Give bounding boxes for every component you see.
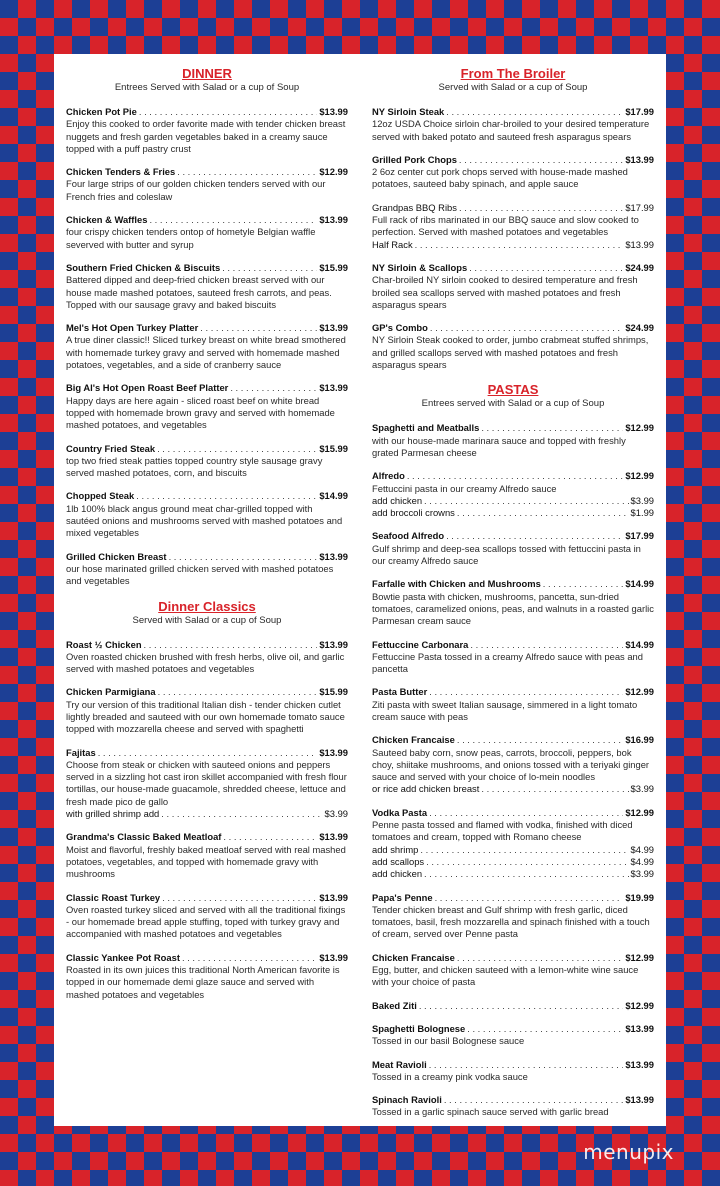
item-description: Roasted in its own juices this traditional North American favorite is topped in our homemade demi glaze sauce and served with mashed potatoes and vegetables [66,964,340,1000]
item-name: Farfalle with Chicken and Mushrooms [372,578,541,590]
menu-item-spaghetti-and-meatballs [372,422,654,459]
menu-item-grilled-chicken-breast [66,551,348,588]
menu-item-header [66,952,348,964]
item-price: $24.99 [625,261,654,273]
dot-leader [157,443,317,455]
item-name: Alfredo [372,470,405,482]
menu-item-header [66,262,348,274]
item-name: Country Fried Steak [66,442,156,454]
dot-leader [158,686,318,698]
item-name: Spaghetti Bolognese [372,1022,466,1034]
item-price: $4.99 [630,855,654,867]
item-price: $12.99 [625,999,654,1011]
menu-item-gp-s-combo [372,322,654,371]
dot-leader [182,952,317,964]
item-price: $13.99 [625,1022,654,1034]
menu-item-ny-sirloin-steak [372,106,654,143]
item-name: Pasta Butter [372,686,428,698]
dot-leader [230,382,317,394]
item-name: Spinach Ravioli [372,1094,442,1106]
item-description: Gulf shrimp and deep-sea scallops tossed with fettuccini pasta in our creamy Alfredo sauce [372,542,641,567]
dot-leader [429,807,623,819]
menu-item-header [66,686,348,698]
item-name: add broccoli crowns [372,507,455,519]
menu-item-baked-ziti [372,1000,654,1012]
menu-item-header [66,639,348,651]
item-name: Chicken & Waffles [66,214,148,226]
item-name: Fettuccine Carbonara [372,638,469,650]
menu-item-header [66,490,348,502]
dot-leader [424,495,628,507]
menu-item-chicken-parmigiana [66,686,348,735]
item-name: Papa's Penne [372,891,433,903]
item-price: $17.99 [625,201,654,213]
menu-item-header [372,202,654,214]
item-price: $13.99 [319,214,348,226]
right-column [372,66,654,1130]
menu-item-chicken-pot-pie [66,106,348,155]
item-description: NY Sirloin Steak cooked to order, jumbo crabmeat stuffed shrimps, and grilled scallops served with mashed potatoes and fresh asparagus spears [372,334,649,371]
menupix-watermark: menupix [583,1140,674,1164]
menu-item-header [372,639,654,651]
item-name: Classic Roast Turkey [66,891,161,903]
item-price: $12.99 [625,806,654,818]
menu-item-header [372,952,654,964]
item-name: Chicken Parmigiana [66,686,156,698]
section-title-dinner-classics: Dinner Classics [158,598,256,614]
menu-item-farfalle-with-chicken-and-mushrooms [372,578,654,627]
item-description: Enjoy this cooked to order favorite made with tender chicken breast nuggets and fresh garden vegetables baked in a creamy sauce topped with a puff pastry crust [66,118,346,154]
menu-item-addon [372,844,654,856]
item-price: $4.99 [630,843,654,855]
item-description: Fettuccine Pasta tossed in a creamy Alfredo sauce with peas and pancetta [372,650,643,675]
dot-leader [419,1000,624,1012]
item-description: Tender chicken breast and Gulf shrimp with fresh garlic, diced tomatoes, basil, fresh mozzarella and spinach finished with a touch of cream, served over Penne pasta [372,903,650,940]
item-price: $15.99 [319,261,348,273]
section-subtitle: Served with Salad or a cup of Soup [438,82,588,93]
menu-item-header [372,1059,654,1071]
menu-item-header [372,422,654,434]
item-price: $19.99 [625,891,654,903]
item-price: $13.99 [319,322,348,334]
menu-item-ny-sirloin-scallops [372,262,654,311]
item-name: Seafood Alfredo [372,530,445,542]
dot-leader [169,551,318,563]
dot-leader [459,154,623,166]
item-description: Oven roasted turkey sliced and served with all the traditional fixings - our homemade bread apple stuffing, toped with turkey gravy and accompanied with mashed potatoes and vegetables [66,903,346,940]
item-description: Happy days are here again - sliced roast beef on white bread topped with homemade brown gravy and served with homemade mashed potatoes, and vegetables [66,394,335,431]
item-name: add scallops [372,855,425,867]
item-name: Grandpas BBQ Ribs [372,201,457,213]
dot-leader [222,262,317,274]
item-price: $3.99 [630,494,654,506]
item-name: Southern Fried Chicken & Biscuits [66,261,221,273]
dot-leader [444,1094,624,1106]
item-price: $13.99 [625,238,654,250]
menu-item-header [66,214,348,226]
menu-item-header [66,443,348,455]
dot-leader [543,578,624,590]
item-description: our hose marinated grilled chicken served with mashed potatoes and vegetables [66,562,334,587]
menu-item-mel-s-hot-open-turkey-platter [66,322,348,371]
item-price: $13.99 [319,746,348,758]
menu-item-header [66,551,348,563]
menu-item-header [66,106,348,118]
dot-leader [162,892,317,904]
item-name: Chicken Pot Pie [66,106,137,117]
menu-item-header [66,892,348,904]
dot-leader [429,1059,624,1071]
dot-leader [457,734,623,746]
menu-item-alfredo [372,470,654,519]
section-title-dinner: DINNER [182,66,232,81]
menu-item-header [372,530,654,542]
item-description: Egg, butter, and chicken sauteed with a lemon-white wine sauce with your choice of pasta [372,964,639,988]
item-name: Grandma's Classic Baked Meatloaf [66,831,222,843]
menu-item-roast-chicken [66,639,348,676]
menu-item-addon [372,495,654,507]
item-price: $14.99 [625,638,654,650]
dot-leader [415,239,624,251]
item-description: Fettuccini pasta in our creamy Alfredo sauce [372,482,557,494]
dot-leader [457,507,629,519]
menu-item-grilled-pork-chops [372,154,654,191]
item-price: $12.99 [625,470,654,482]
menu-item-vodka-pasta [372,807,654,881]
item-description: Char-broiled NY sirloin cooked to desired temperature and fresh broiled sea scallops served with mashed potatoes and fresh asparagus spears [372,274,638,310]
dot-leader [144,639,318,651]
dot-leader [470,639,623,651]
dot-leader [177,166,317,178]
menu-item-big-al-s-hot-open-roast-beef-platter [66,382,348,431]
item-description: four crispy chicken tenders ontop of hometyle Belgian waffle severved with butter and syrup [66,226,316,250]
item-description: A true diner classic!! Sliced turkey breast on white bread smothered with homemade turkey gravy and served with homemade mashed potatoes, vegetables, and a side of cranberry sauce [66,334,346,371]
menu-item-addon [372,783,654,795]
item-description: with our house-made marinara sauce and topped with freshly grated Parmesan cheese [372,434,626,458]
menu-item-addon [66,808,348,820]
menu-item-grandma-s-classic-baked-meatloaf [66,831,348,880]
menu-item-chicken-francaise [372,952,654,989]
item-name: Meat Ravioli [372,1058,427,1070]
item-description: Four large strips of our golden chicken tenders served with our French fries and coleslaw [66,178,326,202]
menu-item-grandpas-bbq-ribs [372,202,654,251]
dot-leader [149,214,317,226]
menu-item-southern-fried-chicken-biscuits [66,262,348,311]
item-price: $12.99 [625,422,654,434]
menu-item-papa-s-penne [372,892,654,941]
item-price: $13.99 [319,891,348,903]
item-name: Roast ½ Chicken [66,638,142,650]
dot-leader [446,106,623,118]
dot-leader [424,868,628,880]
item-price: $17.99 [625,106,654,117]
item-name: Fajitas [66,746,96,758]
menu-item-pasta-butter [372,686,654,723]
item-price: $13.99 [319,638,348,650]
item-name: GP's Combo [372,322,428,334]
item-name: Spaghetti and Meatballs [372,422,480,434]
item-price: $1.99 [630,507,654,519]
item-description: Sauteed baby corn, snow peas, carrots, broccoli, peppers, bok choy, shiitake mushrooms, and onions tossed with a teriyaki ginger sauce and served with your choice of lo-mein noodles [372,746,650,783]
item-name: Big Al's Hot Open Roast Beef Platter [66,382,229,394]
item-price: $13.99 [319,106,348,117]
menu-item-addon [372,868,654,880]
item-description: 1lb 100% black angus ground meat char-grilled topped with sautéed onions and mushrooms served with mashed potatoes and mixed vegetables [66,502,343,539]
dot-leader [223,831,317,843]
menu-item-chicken-tenders-fries [66,166,348,203]
dot-leader [457,952,623,964]
item-name: add chicken [372,494,423,506]
menu-item-chicken-francaise [372,734,654,795]
item-price: $17.99 [625,530,654,542]
item-description: Tossed in our basil Bolognese sauce [372,1035,525,1047]
item-price: $15.99 [319,686,348,698]
item-price: $14.99 [625,578,654,590]
dot-leader [429,686,623,698]
item-price: $13.99 [625,1094,654,1106]
menu-item-header [372,154,654,166]
item-price: $14.99 [319,490,348,502]
dot-leader [435,892,624,904]
item-description: Tossed in a garlic spinach sauce served with garlic bread [372,1106,609,1118]
menu-item-header [372,734,654,746]
item-name: NY Sirloin & Scallops [372,261,468,273]
menu-item-spinach-ravioli [372,1094,654,1119]
item-description: 12oz USDA Choice sirloin char-broiled to your desired temperature served with baked potato and sauteed fresh asparagus spears [372,118,650,142]
item-description: Tossed in a creamy pink vodka sauce [372,1070,528,1082]
menu-item-seafood-alfredo [372,530,654,567]
item-name: Grilled Chicken Breast [66,550,167,562]
item-price: $13.99 [625,1058,654,1070]
section-title-pastas: PASTAS [487,382,539,398]
dot-leader [426,856,628,868]
item-price: $15.99 [319,442,348,454]
item-description: 2 6oz center cut pork chops served with house-made mashed potatoes, sauteed baby spinach, and apple sauce [372,166,628,190]
menu-item-fajitas [66,747,348,821]
dot-leader [481,422,623,434]
item-price: $12.99 [625,686,654,698]
item-description: Oven roasted chicken brushed with fresh herbs, olive oil, and garlic served with mashed potatoes and vegetables [66,650,345,675]
item-name: add chicken [372,868,423,880]
dot-leader [200,322,317,334]
item-price: $3.99 [630,783,654,795]
dot-leader [98,747,318,759]
item-description: Penne pasta tossed and flamed with vodka, finished with diced tomatoes and cream, topped with Romano cheese [372,819,633,843]
dot-leader [420,844,628,856]
menu-item-header [66,747,348,759]
item-name: Classic Yankee Pot Roast [66,951,180,963]
menu-item-addon [372,507,654,519]
menu-item-spaghetti-bolognese [372,1023,654,1048]
item-name: Vodka Pasta [372,806,428,818]
menu-item-header [372,106,654,118]
menu-item-header [372,1000,654,1012]
section-subtitle: Entrees served with Salad or a cup of Soup [421,398,605,410]
item-price: $3.99 [630,868,654,880]
menu-item-header [66,166,348,178]
menu-item-header [372,578,654,590]
dot-leader [136,490,317,502]
item-price: $13.99 [319,951,348,963]
item-price: $13.99 [319,550,348,562]
dot-leader [459,202,623,214]
item-price: $16.99 [625,734,654,746]
item-description: Try our version of this traditional Italian dish - tender chicken cutlet lightly breaded and sauteed with our own homemade tomato sauce topped with mozzarella cheese and served with spaghetti [66,698,345,735]
item-description: Choose from steak or chicken with sauteed onions and peppers served in a sizzling hot cast iron skillet accompanied with fresh flour tortillas, our house-made guacamole, shredded cheese, lettuce and fresh made pico de gallo [66,758,347,807]
menu-item-header [372,322,654,334]
item-name: add shrimp [372,843,419,855]
item-name: or rice add chicken breast [372,783,480,795]
menu-item-header [372,470,654,482]
dot-leader [139,106,317,118]
menu-item-addon [372,239,654,251]
dot-leader [467,1023,623,1035]
item-name: Chicken Tenders & Fries [66,166,176,178]
dot-leader [446,530,623,542]
item-description: Ziti pasta with sweet Italian sausage, simmered in a light tomato cream sauce with peas [372,698,638,722]
dot-leader [469,262,623,274]
item-price: $3.99 [324,808,348,820]
menu-item-addon [372,856,654,868]
menu-item-classic-roast-turkey [66,892,348,941]
item-description: Bowtie pasta with chicken, mushrooms, pancetta, sun-dried tomatoes, caramelized onions, peas, and walnuts in a roasted garlic Parmesan cream sauce [372,590,654,627]
item-price: $13.99 [319,831,348,843]
item-name: Chicken Francaise [372,951,455,963]
item-description: Battered dipped and deep-fried chicken breast served with our house made mashed potatoes, sauteed fresh carrots, and peas. Topped with our sausage gravy and baked biscuits [66,274,332,310]
menu-item-header [372,1094,654,1106]
item-price: $12.99 [319,166,348,178]
menu-item-header [372,807,654,819]
item-description: Full rack of ribs marinated in our BBQ sauce and slow cooked to perfection. Served with mashed potatoes and vegetables [372,214,639,238]
menu-item-classic-yankee-pot-roast [66,952,348,1001]
item-name: Half Rack [372,238,413,250]
section-title-from-the-broiler: From The Broiler [460,66,566,81]
menu-item-country-fried-steak [66,443,348,480]
menu-item-header [66,382,348,394]
item-name: with grilled shrimp add [66,808,160,820]
section-subtitle: Entrees Served with Salad or a cup of Soup [114,82,300,93]
item-name: Mel's Hot Open Turkey Platter [66,322,199,334]
dot-leader [481,783,628,795]
menu-item-meat-ravioli [372,1059,654,1084]
section-subtitle: Served with Salad or a cup of Soup [132,614,282,626]
menu-item-header [372,892,654,904]
dot-leader [161,808,322,820]
item-price: $12.99 [625,951,654,963]
item-name: Baked Ziti [372,999,417,1011]
menu-item-header [66,322,348,334]
item-price: $13.99 [625,153,654,165]
item-name: Grilled Pork Chops [372,153,457,165]
menu-item-header [372,1023,654,1035]
item-name: Chopped Steak [66,490,135,502]
menu-item-fettuccine-carbonara [372,639,654,676]
item-description: top two fried steak patties topped country style sausage gravy served mashed potatoes, corn, and biscuits [66,454,323,479]
menu-item-header [372,262,654,274]
menu-item-chicken-waffles [66,214,348,251]
item-name: Chicken Francaise [372,734,455,746]
item-description: Moist and flavorful, freshly baked meatloaf served with real mashed potatoes, vegetables, and topped with homemade gravy with mushrooms [66,843,346,880]
menu-item-chopped-steak [66,490,348,539]
menu-item-header [66,831,348,843]
menu-item-header [372,686,654,698]
left-column [66,66,348,1012]
menu-panel [54,54,666,1126]
dot-leader [430,322,623,334]
dot-leader [407,470,624,482]
item-price: $13.99 [319,382,348,394]
item-price: $24.99 [625,322,654,334]
item-name: NY Sirloin Steak [372,106,445,117]
